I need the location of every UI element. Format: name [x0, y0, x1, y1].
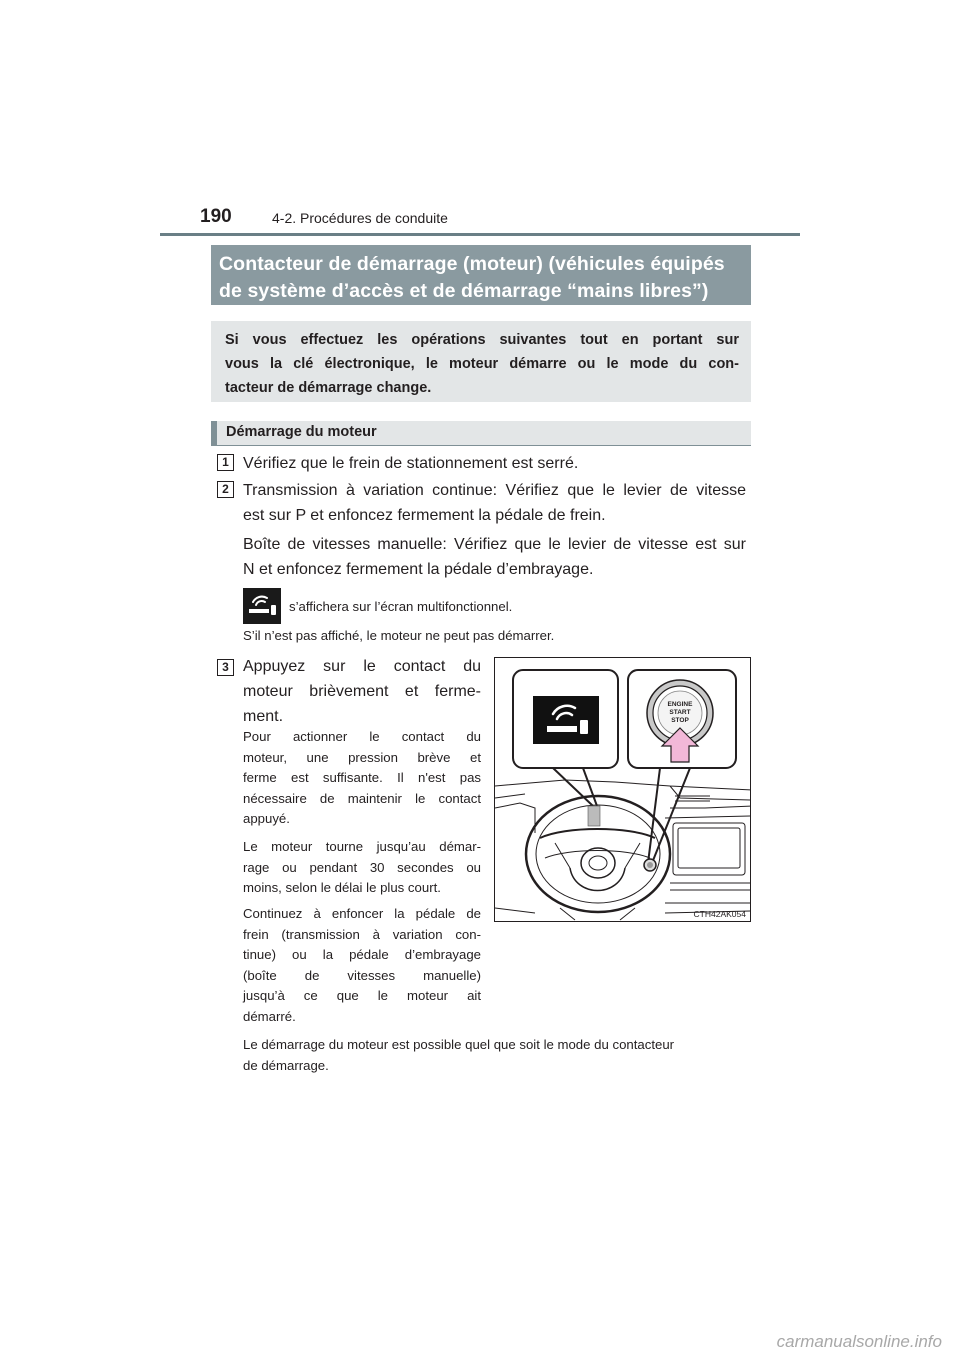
step-2-text	[243, 478, 746, 582]
button-text-stop: STOP	[671, 717, 689, 724]
para-2-line: rage ou pendant 30 secondes ou	[243, 859, 481, 875]
dashboard-drawing	[495, 658, 751, 922]
para-3-line: jusqu’à ce que le moteur ait	[243, 988, 481, 1003]
section-breadcrumb: 4-2. Procédures de conduite	[272, 210, 448, 226]
para-3-line: frein (transmission à variation con-	[243, 926, 481, 942]
para-2-line: Le moteur tourne jusqu’au démar-	[243, 839, 481, 854]
para-1-line: appuyé.	[243, 811, 290, 826]
step-3-line-3: ment.	[243, 708, 284, 725]
step-number-2: 2	[217, 481, 234, 498]
page-title	[211, 245, 751, 305]
step-3-line-1: Appuyez sur le contact du	[243, 658, 481, 675]
para-4-line: Le démarrage du moteur est possible quel que soit le mode du contacteur	[243, 1037, 675, 1052]
button-text-engine: ENGINE	[667, 701, 693, 708]
dashboard-illustration	[494, 657, 751, 922]
intro-line-3: tacteur de démarrage change.	[225, 380, 432, 396]
para-4-line: de démarrage.	[243, 1057, 329, 1073]
button-text-start: START	[669, 709, 691, 716]
engine-ready-indicator-icon	[533, 696, 599, 744]
subsection-header: Démarrage du moteur	[211, 421, 751, 446]
engine-ready-indicator-icon	[243, 588, 281, 624]
para-3-line: (boîte de vitesses manuelle)	[243, 967, 481, 983]
step-3-para-1	[243, 727, 481, 830]
para-3-line: Continuez à enfoncer la pédale de	[243, 906, 481, 921]
page-number: 190	[200, 206, 232, 227]
para-1-line: nécessaire de maintenir le contact	[243, 790, 481, 806]
not-displayed-note: S’il n’est pas affiché, le moteur ne peut pas démarrer.	[243, 628, 555, 643]
para-3-line: démarré.	[243, 1008, 296, 1024]
step-number-3: 3	[217, 659, 234, 676]
header-rule	[160, 233, 800, 236]
step-3-line-2: moteur brièvement et ferme-	[243, 683, 481, 700]
para-1-line: moteur, une pression brève et	[243, 749, 481, 765]
step-2-line-4: N et enfoncez fermement la pédale d’embrayage.	[243, 561, 594, 578]
intro-line-1: Si vous effectuez les opérations suivantes tout en portant sur	[225, 332, 739, 348]
para-3-line: tinue) ou la pédale d’embrayage	[243, 947, 481, 962]
step-2-line-2: est sur P et enfoncez fermement la pédale de frein.	[243, 507, 606, 524]
step-number-1: 1	[217, 454, 234, 471]
step-2-line-3: Boîte de vitesses manuelle: Vérifiez que le levier de vitesse est sur	[243, 536, 746, 553]
intro-line-2: vous la clé électronique, le moteur démarre ou le mode du con-	[225, 356, 739, 372]
step-3-para-4	[243, 1035, 753, 1076]
step-3-para-3	[243, 904, 481, 1027]
watermark: carmanualsonline.info	[776, 1332, 942, 1351]
page-title-line-2: de système d’accès et de démarrage “mains libres”)	[219, 280, 709, 302]
icon-note: s’affichera sur l’écran multifonctionnel.	[289, 599, 513, 614]
step-3-para-2	[243, 837, 481, 899]
step-2-line-1: Transmission à variation continue: Vérifiez que le levier de vitesse	[243, 482, 746, 499]
page-title-line-1: Contacteur de démarrage (moteur) (véhicules équipés	[219, 253, 725, 275]
para-1-line: Pour actionner le contact du	[243, 729, 481, 744]
para-2-line: moins, selon le délai le plus court.	[243, 880, 441, 895]
step-1-text: Vérifiez que le frein de stationnement est serré.	[243, 455, 579, 472]
step-3-text	[243, 654, 481, 729]
para-1-line: ferme est suffisante. Il n'est pas	[243, 770, 481, 785]
figure-code: CTH42AK054	[693, 909, 746, 919]
intro-box	[211, 321, 751, 402]
